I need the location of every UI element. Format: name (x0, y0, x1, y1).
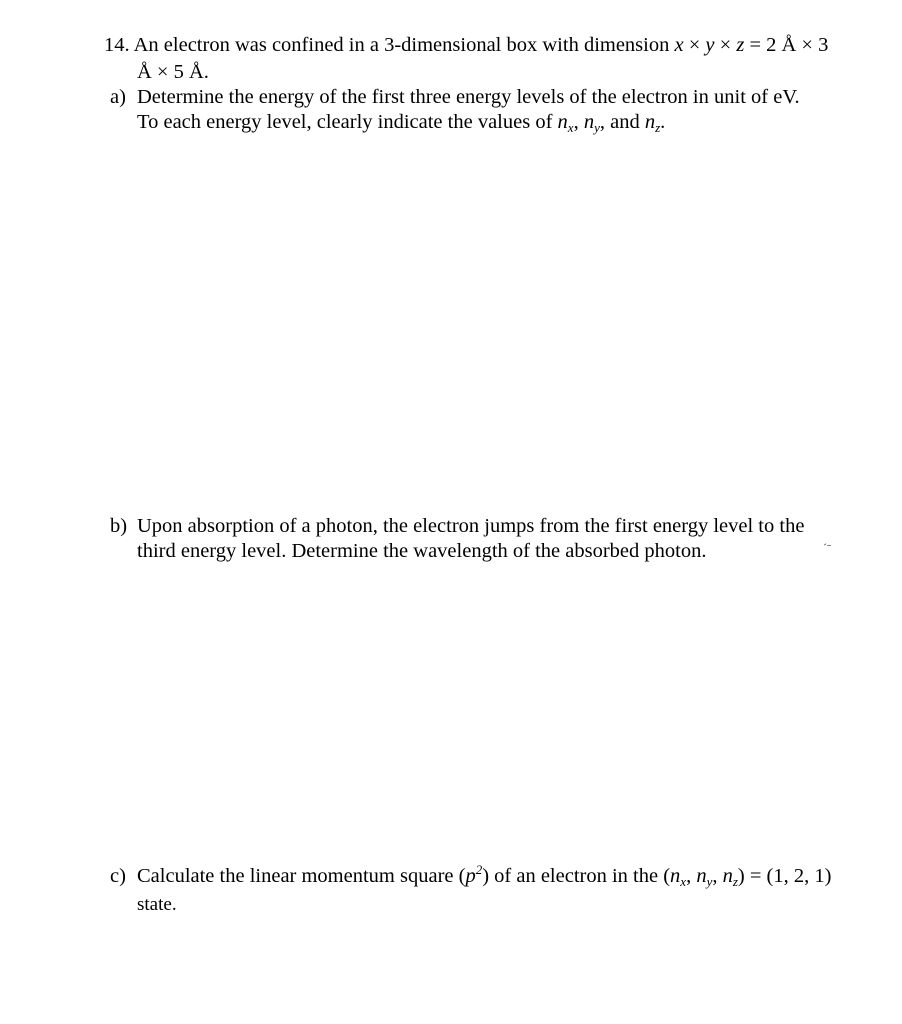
part-b-line-1 (110, 514, 805, 538)
var-y: y (705, 34, 715, 56)
part-a-line-2: To each energy level, clearly indicate the values of $n_x$, $n_y$, and $n_z$. (137, 111, 666, 135)
n-y: $n_y$ (696, 865, 713, 889)
dimension-values-cont: Å × 5 Å. (137, 61, 209, 83)
and-word: and (610, 111, 640, 133)
question-14-line-2 (137, 60, 209, 84)
var-z: z (736, 34, 745, 56)
part-a-text-1: Determine the energy of the first three energy levels of the electron in unit of eV. (137, 86, 800, 108)
part-c-line-2 (137, 893, 177, 917)
times-sign: × (688, 34, 701, 56)
var-x: x (674, 34, 684, 56)
n-x: $n_x$ (557, 111, 574, 135)
dimension-values: = 2 Å × 3 (749, 34, 829, 56)
question-intro: An electron was confined in a 3-dimensional box with dimension (133, 34, 670, 56)
part-c-label: c) (110, 865, 126, 887)
part-a-line-1 (110, 85, 800, 109)
n-z: $n_z$ (644, 111, 661, 135)
part-a-label: a) (110, 86, 126, 108)
stray-pen-mark: ˊˉ (823, 541, 831, 555)
part-b-text-2: third energy level. Determine the wavelength of the absorbed photon. (137, 540, 707, 562)
part-b-line-2 (137, 539, 706, 563)
n-z: $n_z$ (722, 865, 738, 889)
part-b-label: b) (110, 515, 128, 537)
part-c-text-1: Calculate the linear momentum square $(p^2)$ of an electron in the ($n_x$, $n_y$, $n_z) = (1$, 2, 1) (137, 862, 832, 889)
var-p: $p^2$ (465, 862, 483, 887)
question-number: 14. (104, 34, 130, 56)
part-c-text-2: state. (137, 894, 177, 915)
times-sign: × (719, 34, 732, 56)
n-x: $n_x$ (670, 865, 687, 889)
part-a-text-2: To each energy level, clearly indicate the values of (137, 111, 553, 133)
n-y: $n_y$ (583, 111, 600, 135)
part-c-line-1 (110, 862, 832, 889)
question-14-line-1 (104, 33, 828, 57)
part-b-text-1: Upon absorption of a photon, the electron jumps from the first energy level to the (137, 515, 805, 537)
